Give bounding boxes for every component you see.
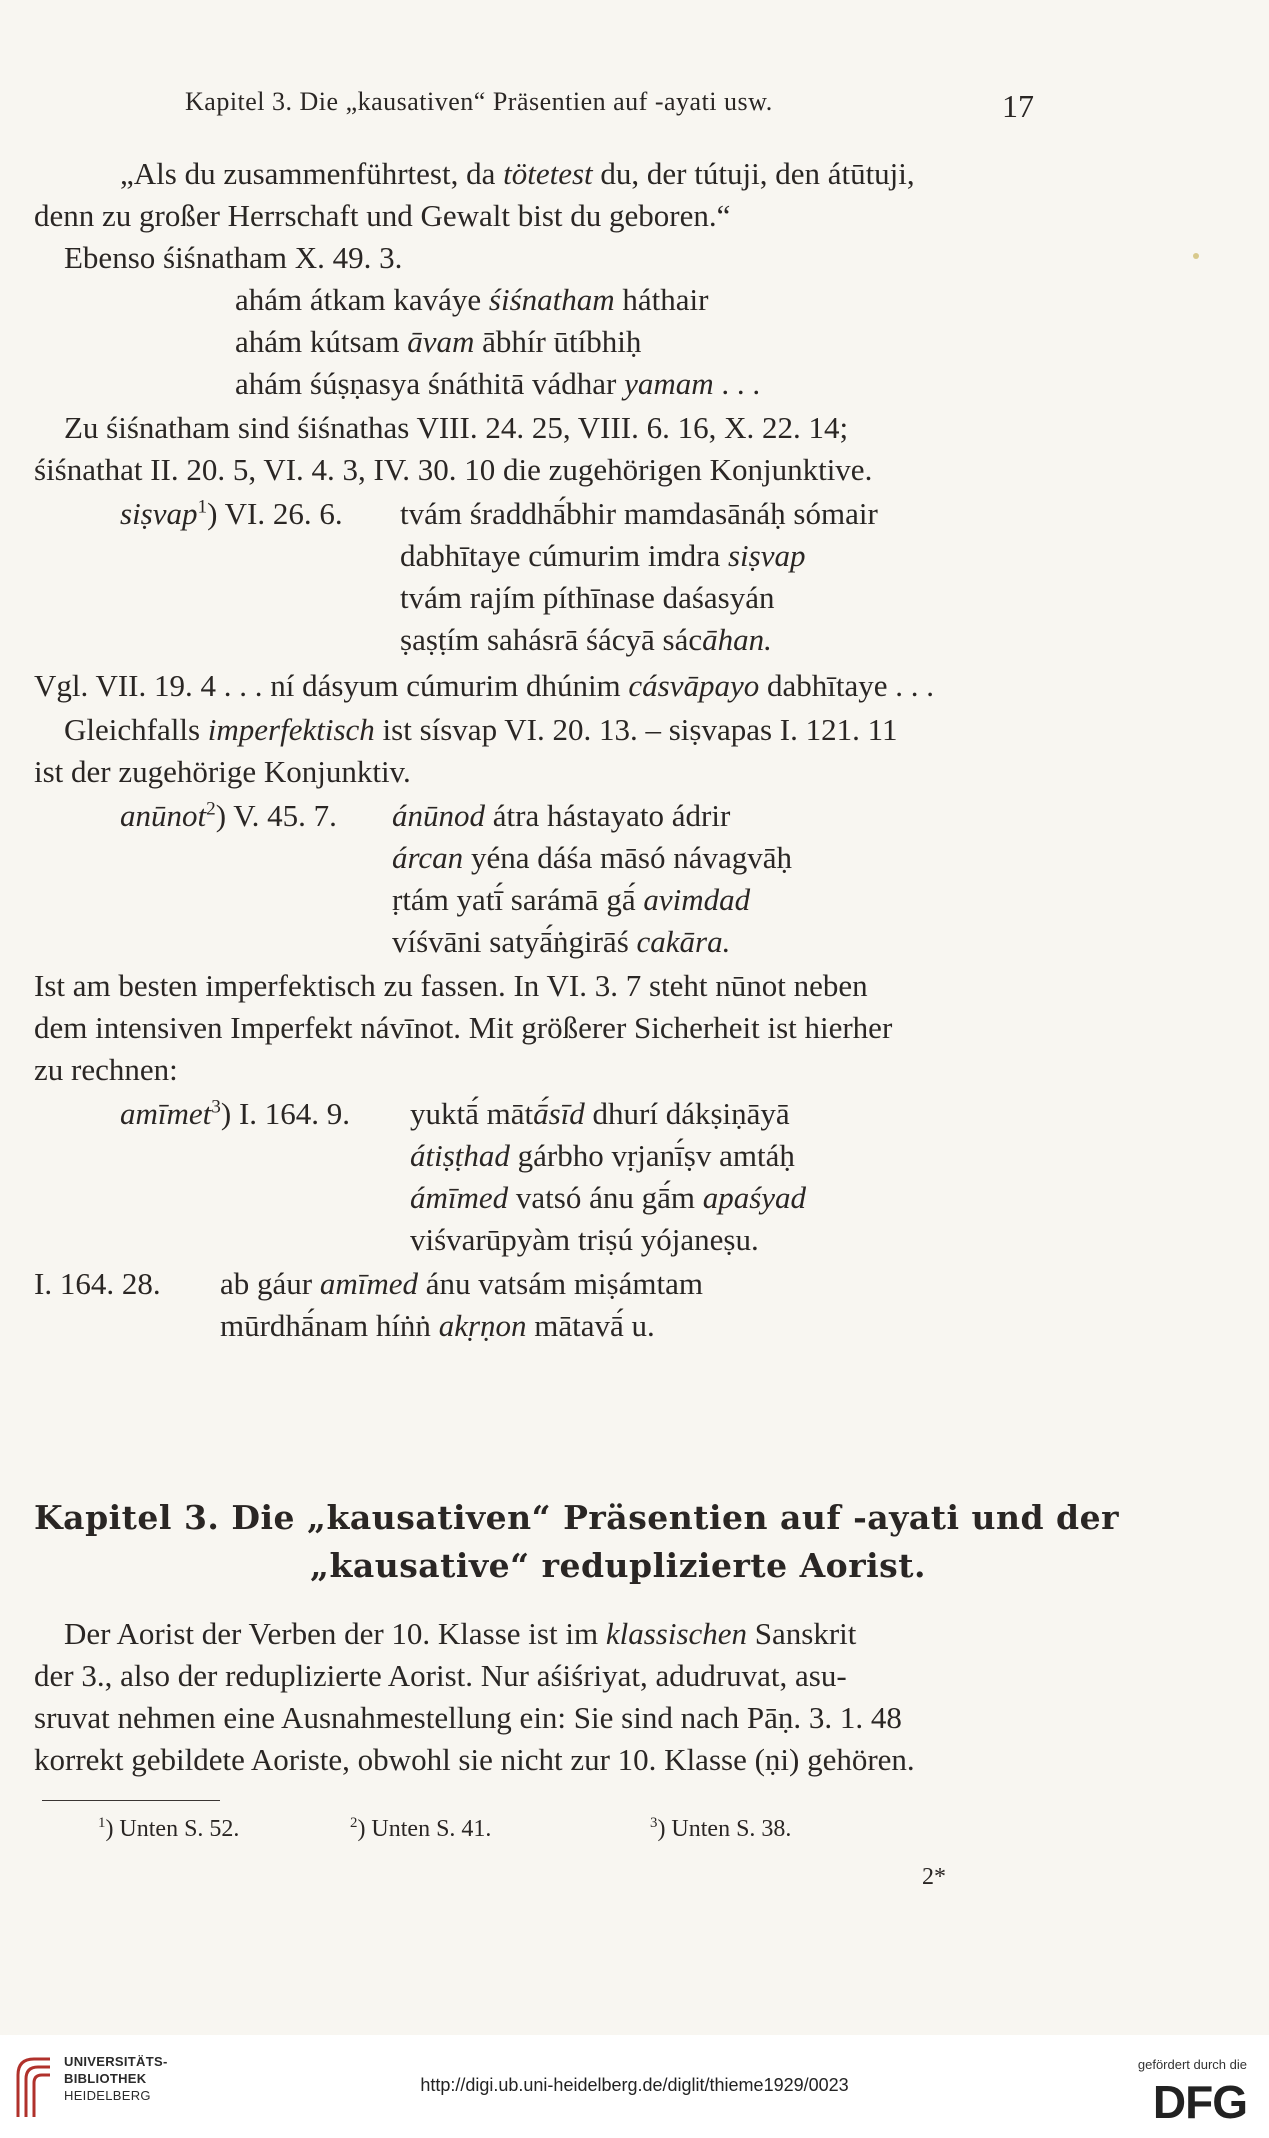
verse-line: ahám átkam kaváye śiśnatham háthair bbox=[235, 282, 709, 317]
footnote-1: $^1$) Unten S. 52. bbox=[98, 1815, 240, 1842]
chapter-heading: Kapitel 3. Die „kausativen“ Präsentien auf -ayati und der bbox=[34, 1498, 1119, 1537]
footnote-2: $^2$) Unten S. 41. bbox=[350, 1815, 492, 1842]
text-line: Vgl. VII. 19. 4 . . . ní dásyum cúmurim dhúnim cásvāpayo dabhītaye . . . bbox=[34, 668, 935, 703]
text-line: ist der zugehörige Konjunktiv. bbox=[34, 754, 411, 789]
dfg-logo: DFG bbox=[1152, 2076, 1247, 2128]
text-line: Ebenso śiśnatham X. 49. 3. bbox=[64, 240, 403, 275]
verse-reference: anūnot$^2$) V. 45. 7. bbox=[120, 798, 337, 833]
text-line: Der Aorist der Verben der 10. Klasse ist im klassischen Sanskrit bbox=[64, 1616, 857, 1651]
text-line: Zu śiśnatham sind śiśnathas VIII. 24. 25, VIII. 6. 16, X. 22. 14; bbox=[64, 410, 849, 445]
verse-line: yuktā́ mātā́sīd dhurí dákṣiṇāyā bbox=[410, 1096, 790, 1131]
verse-reference: siṣvap$^1$) VI. 26. 6. bbox=[120, 496, 343, 531]
text-line: „Als du zusammenführtest, da tötetest du, der tútuji, den átūtuji, bbox=[120, 156, 915, 191]
text-line: dem intensiven Imperfekt návīnot. Mit größerer Sicherheit ist hierher bbox=[34, 1010, 893, 1045]
verse-line: mūrdhā́nam híṅṅ akṛṇon mātavā́ u. bbox=[220, 1308, 655, 1343]
verse-line: ahám śúṣṇasya śnáthitā vádhar yamam . . . bbox=[235, 366, 761, 401]
verse-line: átiṣṭhad gárbho vṛjanī́ṣv amtáḥ bbox=[410, 1138, 795, 1173]
text-line: zu rechnen: bbox=[34, 1052, 178, 1087]
chapter-heading-continued: „kausative“ reduplizierte Aorist. bbox=[310, 1546, 926, 1585]
verse-reference: amīmet$^3$) I. 164. 9. bbox=[120, 1096, 351, 1131]
verse-line: árcan yéna dáśa māsó návagvāḥ bbox=[392, 840, 793, 875]
verse-line: ahám kútsam āvam ābhír ūtíbhiḥ bbox=[235, 324, 642, 359]
verse-line: ṛtám yatī́ sarámā gā́ avimdad bbox=[392, 882, 751, 917]
footnote-3: $^3$) Unten S. 38. bbox=[650, 1815, 792, 1842]
page-number: 17 bbox=[1002, 88, 1034, 124]
text-line: der 3., also der reduplizierte Aorist. Nur aśiśriyat, adudruvat, asu- bbox=[34, 1658, 847, 1693]
verse-line: tvám śraddhā́bhir mamdasānáḥ sómair bbox=[400, 496, 878, 531]
verse-line: ṣaṣṭím sahásrā śácyā sácāhan. bbox=[400, 622, 772, 657]
verse-line: dabhītaye cúmurim imdra siṣvap bbox=[400, 538, 806, 573]
running-head: Kapitel 3. Die „kausativen“ Präsentien auf -ayati usw. bbox=[185, 87, 773, 116]
paper-speck bbox=[1193, 253, 1199, 259]
verse-reference: I. 164. 28. bbox=[34, 1266, 161, 1301]
verse-line: ámīmed vatsó ánu gā́m apaśyad bbox=[410, 1180, 807, 1215]
verse-line: tvám rajím píthīnase daśasyán bbox=[400, 580, 775, 615]
text-line: korrekt gebildete Aoriste, obwohl sie nicht zur 10. Klasse (ṇi) gehören. bbox=[34, 1742, 915, 1777]
text-line: denn zu großer Herrschaft und Gewalt bist du geboren.“ bbox=[34, 198, 731, 233]
verse-line: víśvāni satyā́ṅgirāś cakāra. bbox=[392, 924, 731, 959]
text-line: Ist am besten imperfektisch zu fassen. In VI. 3. 7 steht nūnot neben bbox=[34, 968, 868, 1003]
verse-line: ab gáur amīmed ánu vatsám miṣámtam bbox=[220, 1266, 703, 1301]
library-name: UNIVERSITÄTS- BIBLIOTHEK HEIDELBERG bbox=[64, 2054, 168, 2103]
verse-line: viśvarūpyàm triṣú yójaneṣu. bbox=[410, 1222, 759, 1257]
source-url-link[interactable]: http://digi.ub.uni-heidelberg.de/diglit/thieme1929/0023 bbox=[420, 2075, 849, 2095]
verse-line: ánūnod átra hástayato ádrir bbox=[392, 798, 731, 833]
printer-signature: 2* bbox=[922, 1864, 946, 1890]
digitization-footer bbox=[0, 2035, 1269, 2138]
footnote-rule bbox=[42, 1800, 220, 1801]
text-line: sruvat nehmen eine Ausnahmestellung ein: Sie sind nach Pāṇ. 3. 1. 48 bbox=[34, 1700, 902, 1735]
funder-caption: gefördert durch die bbox=[1137, 2057, 1247, 2072]
text-line: Gleichfalls imperfektisch ist sísvap VI. 20. 13. – siṣvapas I. 121. 11 bbox=[64, 712, 898, 747]
text-line: śiśnathat II. 20. 5, VI. 4. 3, IV. 30. 10 die zugehörigen Konjunktive. bbox=[34, 452, 873, 487]
